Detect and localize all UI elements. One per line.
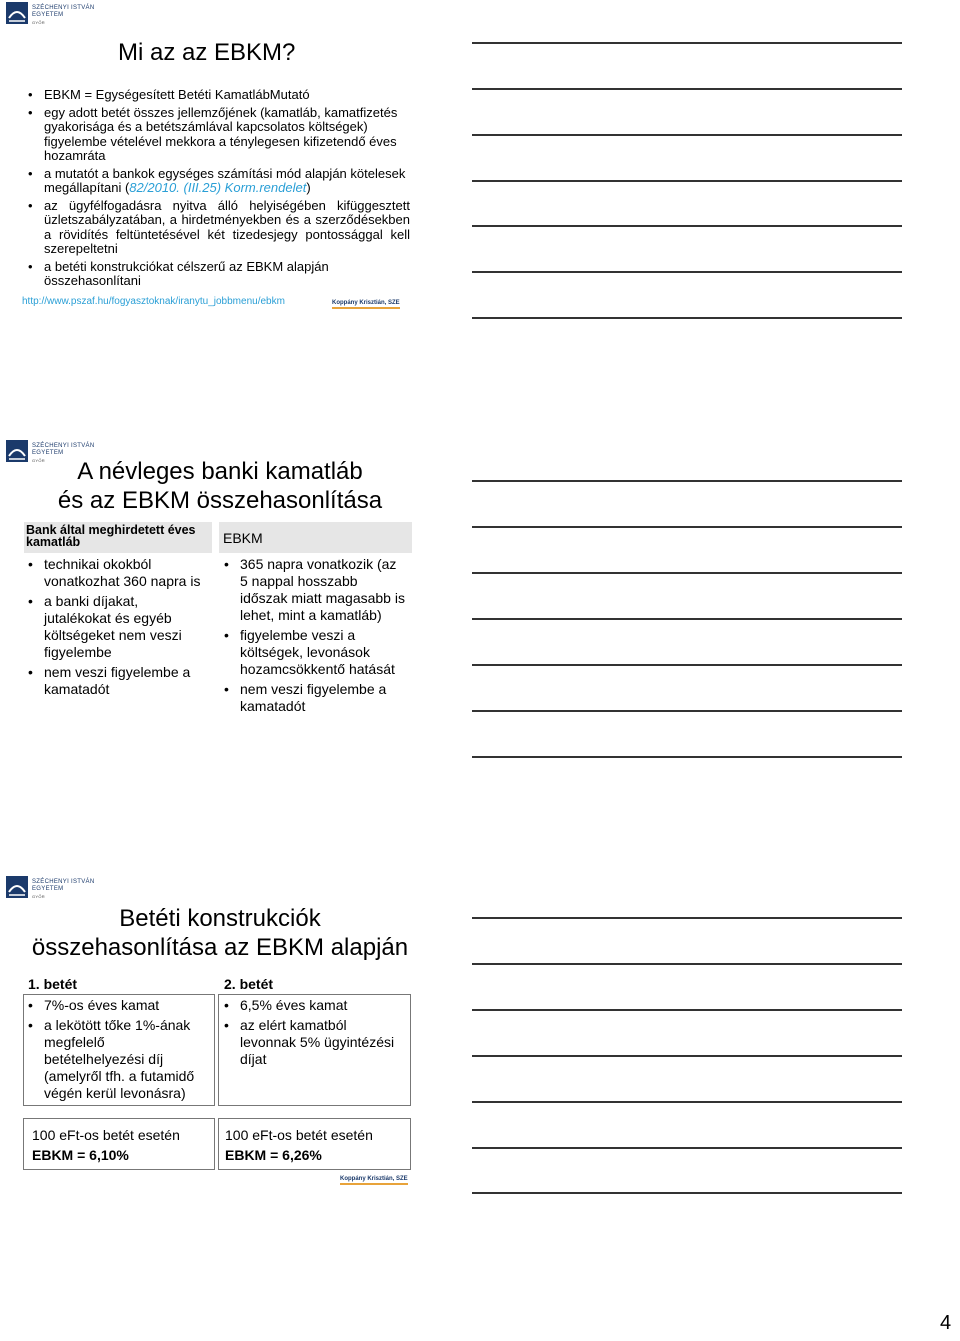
slide2-right-bullet-2 [222,627,408,678]
note-line [472,1147,902,1149]
slide2-right-bullet-1 [222,556,408,624]
slide3-title-line2: összehasonlítása az EBKM alapján [31,934,409,961]
slide3-col2-bullet-2 [222,1017,404,1068]
slide1-bullet-3-text: a mutatót a bankok egységes számítási mód alapján kötelesek megállapítani ( [44,165,406,195]
note-line [472,756,902,758]
slide2-title-line1: A névleges banki kamatláb [77,458,363,485]
slide1-bullet-1 [26,88,410,103]
slide3-col2-bullet-2-text: az elért kamatból levonnak 5% ügyintézési díjat [240,1017,395,1067]
note-line [472,917,902,919]
slide3-col1-bullet-2 [26,1017,206,1102]
slide3-title [10,904,430,962]
slide2-title-line2: és az EBKM összehasonlítása [57,487,383,514]
slide1-bullet-5-text: a betéti konstrukciókat célszerű az EBKM alapján összehasonlítani [44,258,329,288]
logo-line1: SZÉCHENYI ISTVÁN [32,879,95,885]
slide1-rule-close: ) [306,180,311,195]
university-logo [6,876,96,906]
slide2-left-bullet-3 [26,664,208,698]
slide1-bullet-2-text: egy adott betét összes jellemzőjének (kamatláb, kamatfizetés gyakorisága és a betétszámlával kapcsolatos költségek) figyelembe vételével mekkora a ténylegesen kifizetendő éves hozamráta [44,104,398,163]
slide3-col2-list [222,997,404,1071]
slide1-title: Mi az az EBKM? [118,39,296,66]
slide2-left-bullet-3-text: nem veszi figyelembe a kamatadót [44,664,191,697]
university-logo-icon [6,2,28,24]
slide3-title-line1: Betéti konstrukciók [119,905,321,932]
slide2-right-header: EBKM [219,522,412,553]
slide2-left-header: Bank által meghirdetett éves kamatláb [24,522,212,553]
slide3-col1-bullet-2-text: a lekötött tőke 1%-ának megfelelő betételhelyezési díj (amelyről tfh. a futamidő végén kerül levonásra) [44,1017,195,1101]
slide2-right-bullet-1-text: 365 napra vonatkozik (az 5 nappal hosszabb időszak miatt magasabb is lehet, mint a kamatláb) [240,556,405,623]
slide3-col1-bullet-1 [26,997,206,1014]
note-line [472,664,902,666]
note-line [472,710,902,712]
logo-line2: EGYETEM [32,886,64,892]
page-number: 4 [940,1312,952,1334]
pszaf-link[interactable]: http://www.pszaf.hu/fogyasztoknak/iranytu_jobbmenu/ebkm [22,296,285,307]
note-line [472,225,902,227]
logo-line3: GYŐR [32,894,45,899]
slide1-bullet-4-text: az ügyfélfogadásra nyitva álló helyiségében kifüggesztett üzletszabályzatában, a hirdetményekben és a szerződésekben a rövidítés feltüntetésével két tizedesjegy pontossággal kell szerepeltetni [44,197,410,256]
logo-line3: GYŐR [32,458,45,463]
slide1-bullet-1-text: EBKM = Egységesített Betéti KamatlábMutató [44,87,310,102]
slide1-bullet-5 [26,260,410,289]
note-line [472,1192,902,1194]
note-line [472,1055,902,1057]
note-line [472,963,902,965]
logo-line2: EGYETEM [32,450,64,456]
slide3-col1-note: 100 eFt-os betét esetén [32,1127,180,1143]
note-line [472,134,902,136]
slide3-col2-bullet-1 [222,997,404,1014]
note-line [472,271,902,273]
slide3-col2-result-box [218,1118,411,1170]
university-logo-icon [6,876,28,898]
slide3-footer: Koppány Krisztián, SZE [340,1176,408,1185]
university-logo [6,2,96,32]
slide1-rule-link[interactable]: 82/2010. (III.25) Korm.rendelet [129,180,307,195]
slide1-bullet-4 [26,199,410,257]
slide2-left-bullet-2 [26,593,208,661]
slide2-right-list [222,556,408,718]
slide2-left-bullet-1 [26,556,208,590]
slide2-left-bullet-1-text: technikai okokból vonatkozhat 360 napra is [44,556,201,589]
slide3-col2-bullet-1-text: 6,5% éves kamat [240,997,348,1013]
note-line [472,618,902,620]
slide3-col1-result-box [23,1118,215,1170]
slide2-left-bullet-2-text: a banki díjakat, jutalékokat és egyéb költségeket nem veszi figyelembe [44,593,182,660]
slide2-right-bullet-2-text: figyelembe veszi a költségek, levonások hozamcsökkentő hatását [240,627,395,677]
note-line [472,180,902,182]
slide3-col2-note: 100 eFt-os betét esetén [225,1127,373,1143]
note-line [472,1009,902,1011]
logo-line1: SZÉCHENYI ISTVÁN [32,5,95,11]
note-line [472,480,902,482]
note-line [472,1101,902,1103]
slide1-bullet-3 [26,167,410,196]
slide3-col2-result: EBKM = 6,26% [225,1147,322,1163]
slide3-col1-result: EBKM = 6,10% [32,1147,129,1163]
note-line [472,526,902,528]
slide3-col1-list [26,997,206,1105]
logo-line1: SZÉCHENYI ISTVÁN [32,443,95,449]
slide3-col1-bullet-1-text: 7%-os éves kamat [44,997,160,1013]
logo-line2: EGYETEM [32,12,64,18]
slide1-footer: Koppány Krisztián, SZE [332,300,400,309]
logo-line3: GYŐR [32,20,45,25]
note-line [472,572,902,574]
slide2-right-bullet-3-text: nem veszi figyelembe a kamatadót [240,681,387,714]
note-line [472,317,902,319]
note-line [472,42,902,44]
slide2-left-list [26,556,208,701]
slide2-title [20,457,420,515]
note-line [472,88,902,90]
slide1-bullet-2 [26,106,410,164]
slide2-right-bullet-3 [222,681,408,715]
slide3-col1-header: 1. betét [28,976,78,992]
slide3-col2-header: 2. betét [224,976,274,992]
slide1-bullet-list [26,88,410,292]
